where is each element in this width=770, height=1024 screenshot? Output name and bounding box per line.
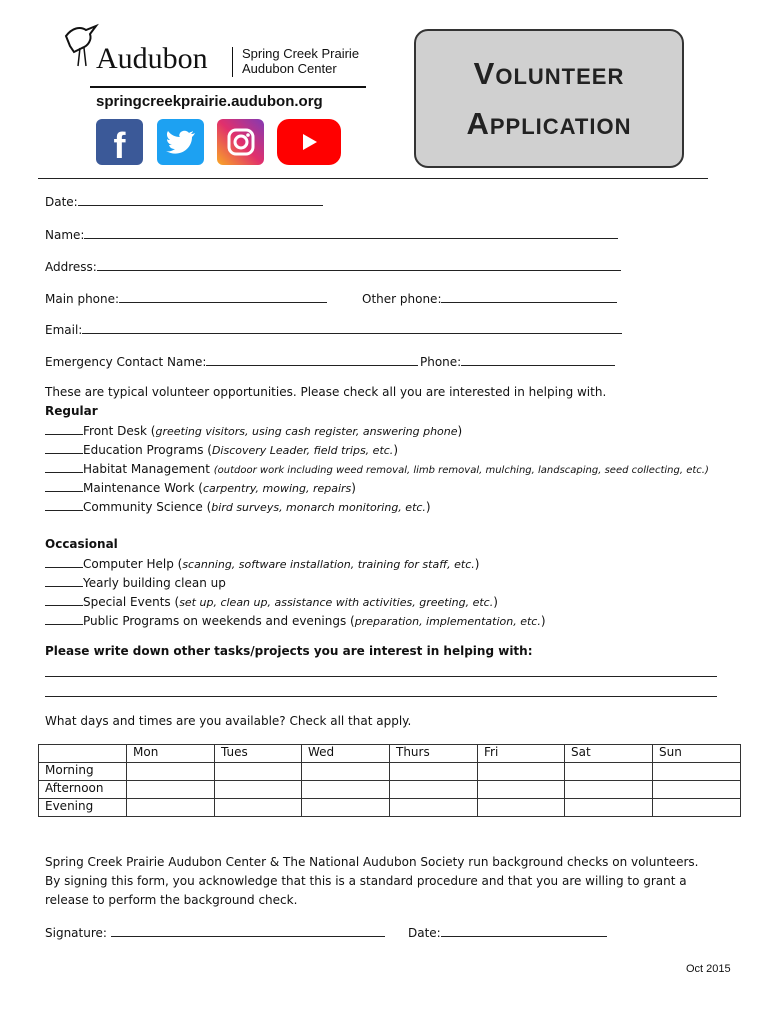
availability-cell[interactable] bbox=[390, 763, 478, 781]
other-tasks-line-2[interactable] bbox=[45, 696, 717, 697]
logo-word: Audubon bbox=[96, 42, 208, 75]
option-public-programs[interactable]: Public Programs on weekends and evenings (preparation, implementation, etc.) bbox=[45, 613, 546, 629]
availability-cell[interactable] bbox=[215, 799, 302, 817]
regular-heading: Regular bbox=[45, 404, 98, 418]
logo-underline bbox=[90, 86, 366, 88]
availability-cell[interactable] bbox=[127, 781, 215, 799]
audubon-logo bbox=[62, 22, 372, 92]
other-phone-field[interactable]: Other phone: bbox=[362, 291, 617, 307]
option-community-science[interactable]: Community Science (bird surveys, monarch monitoring, etc.) bbox=[45, 499, 431, 515]
availability-cell[interactable] bbox=[478, 763, 565, 781]
day-header: Wed bbox=[302, 745, 390, 763]
emergency-phone-field[interactable]: Phone: bbox=[420, 354, 615, 370]
youtube-icon[interactable] bbox=[277, 119, 341, 165]
availability-cell[interactable] bbox=[302, 763, 390, 781]
header-rule bbox=[38, 178, 708, 179]
website-url[interactable]: springcreekprairie.audubon.org bbox=[96, 93, 323, 110]
day-header: Sat bbox=[565, 745, 653, 763]
availability-cell[interactable] bbox=[653, 799, 741, 817]
signature-date-field[interactable]: Date: bbox=[408, 925, 607, 941]
availability-cell[interactable] bbox=[653, 781, 741, 799]
option-computer-help[interactable]: Computer Help (scanning, software installation, training for staff, etc.) bbox=[45, 556, 479, 572]
opportunities-intro: These are typical volunteer opportunities. Please check all you are interested in helping with. bbox=[45, 385, 607, 399]
availability-table bbox=[38, 744, 741, 817]
table-header-row bbox=[39, 745, 741, 763]
checkbox-line[interactable] bbox=[45, 442, 83, 454]
table-corner-cell bbox=[39, 745, 127, 763]
emergency-contact-field[interactable]: Emergency Contact Name: bbox=[45, 354, 418, 370]
availability-cell[interactable] bbox=[653, 763, 741, 781]
email-field[interactable]: Email: bbox=[45, 322, 622, 338]
time-label: Morning bbox=[39, 763, 127, 781]
time-label: Afternoon bbox=[39, 781, 127, 799]
availability-cell[interactable] bbox=[565, 763, 653, 781]
date-field[interactable]: Date: bbox=[45, 194, 323, 210]
title-line-2: Application bbox=[466, 105, 632, 141]
checkbox-line[interactable] bbox=[45, 594, 83, 606]
checkbox-line[interactable] bbox=[45, 575, 83, 587]
footer-date: Oct 2015 bbox=[686, 963, 731, 975]
table-row bbox=[39, 763, 741, 781]
option-building-clean-up[interactable]: Yearly building clean up bbox=[45, 575, 226, 591]
checkbox-line[interactable] bbox=[45, 613, 83, 625]
title-box bbox=[414, 29, 684, 168]
availability-cell[interactable] bbox=[390, 799, 478, 817]
address-field[interactable]: Address: bbox=[45, 259, 621, 275]
table-row bbox=[39, 781, 741, 799]
option-education-programs[interactable]: Education Programs (Discovery Leader, field trips, etc.) bbox=[45, 442, 398, 458]
day-header: Fri bbox=[478, 745, 565, 763]
title-line-1: Volunteer bbox=[473, 55, 625, 91]
day-header: Tues bbox=[215, 745, 302, 763]
day-header: Thurs bbox=[390, 745, 478, 763]
logo-subtitle: Spring Creek Prairie Audubon Center bbox=[242, 46, 360, 76]
option-habitat-management[interactable]: Habitat Management (outdoor work including weed removal, limb removal, mulching, landscaping, seed collecting, etc.) bbox=[45, 461, 709, 478]
checkbox-line[interactable] bbox=[45, 556, 83, 568]
checkbox-line[interactable] bbox=[45, 499, 83, 511]
option-special-events[interactable]: Special Events (set up, clean up, assistance with activities, greeting, etc.) bbox=[45, 594, 498, 610]
availability-cell[interactable] bbox=[302, 781, 390, 799]
table-row bbox=[39, 799, 741, 817]
other-tasks-line-1[interactable] bbox=[45, 676, 717, 677]
availability-cell[interactable] bbox=[478, 781, 565, 799]
logo-divider bbox=[232, 47, 233, 77]
signature-field[interactable]: Signature: bbox=[45, 925, 385, 941]
twitter-icon[interactable] bbox=[157, 119, 204, 165]
day-header: Sun bbox=[653, 745, 741, 763]
availability-cell[interactable] bbox=[565, 799, 653, 817]
day-header: Mon bbox=[127, 745, 215, 763]
time-label: Evening bbox=[39, 799, 127, 817]
facebook-icon[interactable]: f bbox=[96, 119, 143, 165]
name-field[interactable]: Name: bbox=[45, 227, 618, 243]
availability-cell[interactable] bbox=[127, 799, 215, 817]
other-tasks-prompt: Please write down other tasks/projects you are interest in helping with: bbox=[45, 644, 533, 658]
occasional-heading: Occasional bbox=[45, 537, 118, 551]
checkbox-line[interactable] bbox=[45, 480, 83, 492]
availability-cell[interactable] bbox=[478, 799, 565, 817]
availability-cell[interactable] bbox=[127, 763, 215, 781]
availability-cell[interactable] bbox=[302, 799, 390, 817]
availability-cell[interactable] bbox=[390, 781, 478, 799]
availability-cell[interactable] bbox=[215, 781, 302, 799]
main-phone-field[interactable]: Main phone: bbox=[45, 291, 327, 307]
availability-cell[interactable] bbox=[215, 763, 302, 781]
availability-question: What days and times are you available? Check all that apply. bbox=[45, 714, 412, 728]
checkbox-line[interactable] bbox=[45, 461, 83, 473]
checkbox-line[interactable] bbox=[45, 423, 83, 435]
option-maintenance-work[interactable]: Maintenance Work (carpentry, mowing, repairs) bbox=[45, 480, 356, 496]
background-check-notice: Spring Creek Prairie Audubon Center & The National Audubon Society run background checks on volunteers. By signing this form, you acknowledge that this is a standard procedure and that you are willing to grant a release to perform the background check. bbox=[45, 855, 699, 907]
instagram-icon[interactable] bbox=[217, 119, 264, 165]
option-front-desk[interactable]: Front Desk (greeting visitors, using cash register, answering phone) bbox=[45, 423, 462, 439]
availability-cell[interactable] bbox=[565, 781, 653, 799]
